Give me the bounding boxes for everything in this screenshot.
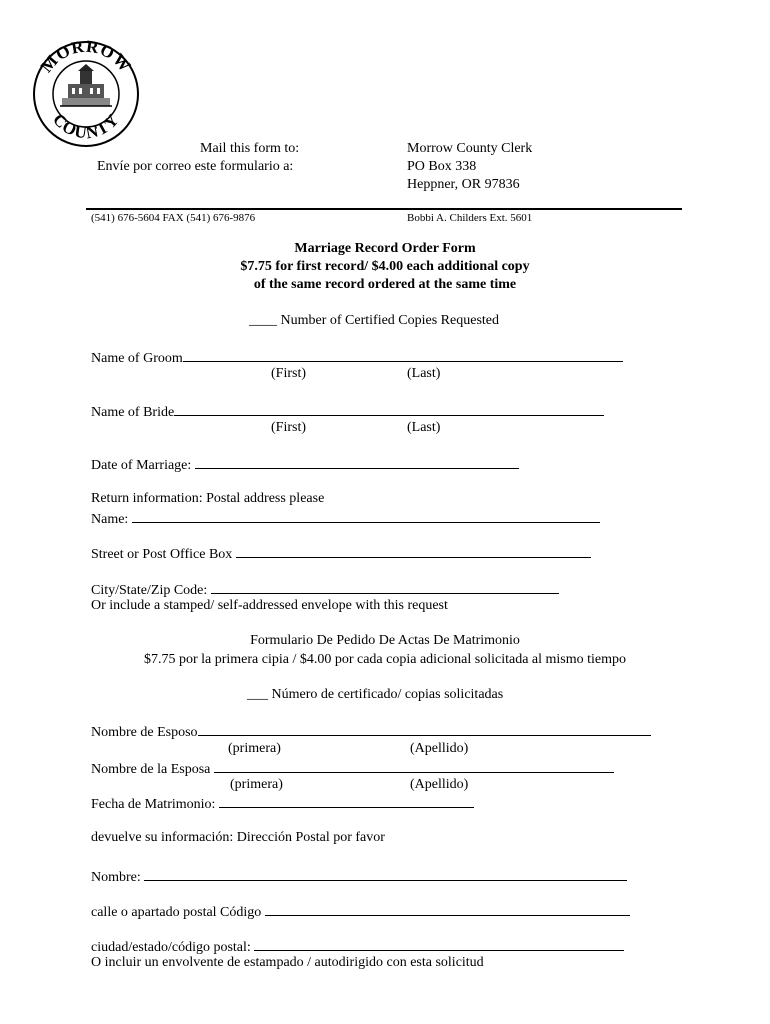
street-label: Street or Post Office Box <box>91 547 236 562</box>
bride-last-caption: (Last) <box>407 420 441 435</box>
groom-name-line[interactable] <box>183 349 623 362</box>
bride-first-caption: (First) <box>271 420 306 435</box>
marriage-date-label: Date of Marriage: <box>91 458 195 473</box>
svg-text:MORROW: MORROW <box>36 40 136 77</box>
spanish-copies-blank[interactable]: ___ <box>247 687 268 702</box>
spanish-city-line[interactable] <box>254 938 624 951</box>
spanish-return-info: devuelve su información: Dirección Postal por favor <box>91 830 385 845</box>
spanish-date-label: Fecha de Matrimonio: <box>91 797 219 812</box>
city-line[interactable] <box>211 581 559 594</box>
groom-label: Name of Groom <box>91 351 183 366</box>
return-name-line[interactable] <box>132 510 600 523</box>
groom-first-caption: (First) <box>271 366 306 381</box>
form-title: Marriage Record Order Form <box>294 241 476 256</box>
price-line-1: $7.75 for first record/ $4.00 each additional copy <box>240 259 530 274</box>
mail-label-es: Envíe por correo este formulario a: <box>97 159 294 174</box>
spanish-name-line[interactable] <box>144 868 627 881</box>
return-info-label: Return information: Postal address please <box>91 491 325 506</box>
address-line-3: Heppner, OR 97836 <box>407 177 520 192</box>
phone-fax: (541) 676-5604 FAX (541) 676-9876 <box>91 212 256 224</box>
spanish-street-line[interactable] <box>265 903 630 916</box>
clerk-contact: Bobbi A. Childers Ext. 5601 <box>407 212 533 224</box>
spanish-envelope-note: O incluir un envolvente de estampado / autodirigido con esta solicitud <box>91 955 484 970</box>
bride-name-row <box>91 403 604 420</box>
spanish-bride-first-caption: (primera) <box>230 777 283 792</box>
spanish-street-label: calle o apartado postal Código <box>91 905 265 920</box>
mail-label-en: Mail this form to: <box>200 141 300 156</box>
street-row <box>91 545 591 562</box>
groom-last-caption: (Last) <box>407 366 441 381</box>
return-name-row <box>91 510 600 527</box>
spanish-name-row <box>91 868 627 885</box>
bride-label: Name of Bride <box>91 405 175 420</box>
spanish-date-line[interactable] <box>219 795 474 808</box>
spanish-groom-line[interactable] <box>198 723 651 736</box>
spanish-groom-row <box>91 723 651 740</box>
spanish-copies-field[interactable] <box>247 688 503 702</box>
copies-blank[interactable]: ____ <box>249 313 277 328</box>
marriage-date-row <box>91 456 519 473</box>
spanish-bride-last-caption: (Apellido) <box>410 777 469 792</box>
spanish-city-row <box>91 938 624 955</box>
address-line-1: Morrow County Clerk <box>407 141 533 156</box>
spanish-bride-label: Nombre de la Esposa <box>91 762 214 777</box>
copies-requested-field[interactable] <box>249 314 499 328</box>
bride-name-line[interactable] <box>174 403 604 416</box>
spanish-form-title: Formulario De Pedido De Actas De Matrimonio <box>250 633 520 648</box>
header-divider <box>86 208 682 210</box>
spanish-name-label: Nombre: <box>91 870 145 885</box>
copies-label: Number of Certified Copies Requested <box>280 313 500 328</box>
morrow-county-seal-logo <box>32 40 140 148</box>
spanish-street-row <box>91 903 630 920</box>
price-line-2: of the same record ordered at the same time <box>253 277 517 292</box>
spanish-city-label: ciudad/estado/código postal: <box>91 940 255 955</box>
envelope-note: Or include a stamped/ self-addressed envelope with this request <box>91 598 448 613</box>
spanish-groom-label: Nombre de Esposo <box>91 725 198 740</box>
city-row <box>91 581 559 598</box>
spanish-copies-label: Número de certificado/ copias solicitadas <box>271 687 504 702</box>
groom-name-row <box>91 349 623 366</box>
marriage-date-line[interactable] <box>195 456 519 469</box>
spanish-price-line: $7.75 por la primera cipia / $4.00 por cada copia adicional solicitada al mismo tiempo <box>143 652 627 667</box>
return-name-label: Name: <box>91 512 132 527</box>
spanish-groom-last-caption: (Apellido) <box>410 741 469 756</box>
city-label: City/State/Zip Code: <box>91 583 211 598</box>
spanish-date-row <box>91 795 474 812</box>
street-line[interactable] <box>236 545 591 558</box>
spanish-bride-line[interactable] <box>214 760 614 773</box>
address-line-2: PO Box 338 <box>407 159 477 174</box>
spanish-bride-row <box>91 760 614 777</box>
spanish-groom-first-caption: (primera) <box>228 741 281 756</box>
svg-text:COUNTY: COUNTY <box>49 109 123 143</box>
